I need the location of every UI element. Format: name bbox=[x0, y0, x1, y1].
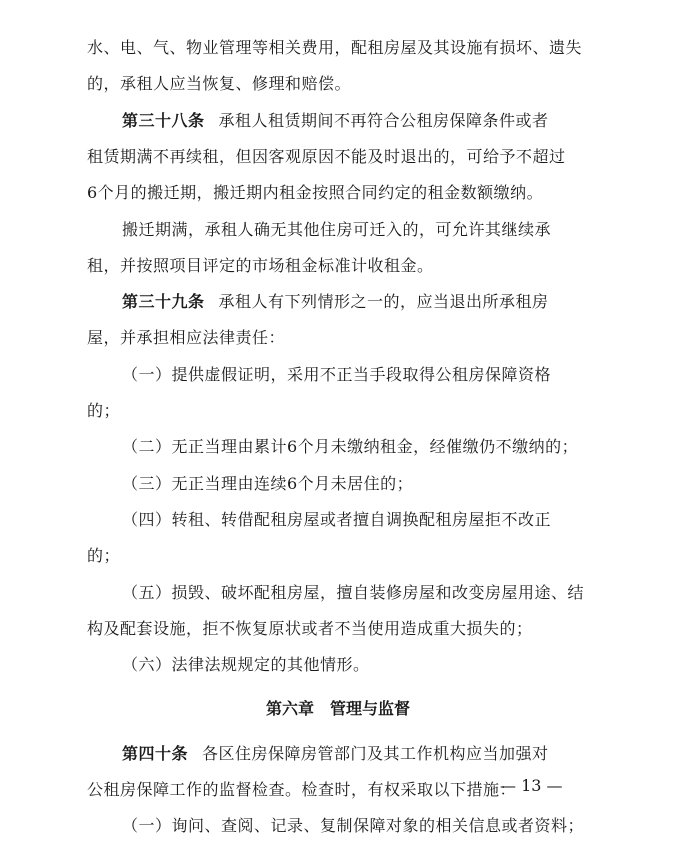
article-39 bbox=[122, 292, 549, 312]
list-item: （二）无正当理由累计6个月未缴纳租金，经催缴仍不缴纳的； bbox=[122, 437, 579, 456]
text-line: 水、电、气、物业管理等相关费用，配租房屋及其设施有损坏、遗失 bbox=[87, 38, 583, 57]
article-text: 各区住房保障房管部门及其工作机构应当加强对 bbox=[202, 744, 549, 763]
text-line: 租赁期满不再续租，但因客观原因不能及时退出的，可给予不超过 bbox=[87, 147, 566, 166]
text-line: 构及配套设施，拒不恢复原状或者不当使用造成重大损失的； bbox=[87, 619, 533, 638]
article-38 bbox=[122, 111, 549, 131]
text-line: 的； bbox=[87, 546, 121, 565]
article-text: 承租人有下列情形之一的，应当退出所承租房 bbox=[218, 292, 549, 311]
article-heading: 第三十九条 bbox=[122, 292, 205, 311]
text-line: 公租房保障工作的监督检查。检查时，有权采取以下措施： bbox=[87, 780, 517, 799]
article-40 bbox=[122, 744, 549, 764]
text-line: 的； bbox=[87, 401, 121, 420]
list-item: （四）转租、转借配租房屋或者擅自调换配租房屋拒不改正 bbox=[122, 510, 552, 529]
article-text: 承租人租赁期间不再符合公租房保障条件或者 bbox=[218, 111, 549, 130]
text-line: 6个月的搬迁期，搬迁期内租金按照合同约定的租金数额缴纳。 bbox=[87, 183, 544, 202]
list-item: （一）提供虚假证明，采用不正当手段取得公租房保障资格 bbox=[122, 365, 552, 384]
text-line: 搬迁期满，承租人确无其他住房可迁入的，可允许其继续承 bbox=[122, 220, 552, 239]
list-item: （三）无正当理由连续6个月未居住的； bbox=[122, 474, 414, 493]
list-item: （五）损毁、破坏配租房屋，擅自装修房屋和改变房屋用途、结 bbox=[122, 583, 585, 602]
chapter-title: 第六章 管理与监督 bbox=[265, 699, 410, 718]
text-line: 屋，并承担相应法律责任： bbox=[87, 328, 286, 347]
text-line: 租，并按照项目评定的市场租金标准计收租金。 bbox=[87, 256, 434, 275]
page-number: — 13 — bbox=[500, 776, 563, 795]
article-heading: 第四十条 bbox=[122, 744, 189, 763]
article-heading: 第三十八条 bbox=[122, 111, 205, 130]
text-line: 的，承租人应当恢复、修理和赔偿。 bbox=[87, 74, 352, 93]
list-item: （六）法律法规规定的其他情形。 bbox=[122, 655, 370, 674]
list-item: （一）询问、查阅、记录、复制保障对象的相关信息或者资料； bbox=[122, 816, 585, 835]
